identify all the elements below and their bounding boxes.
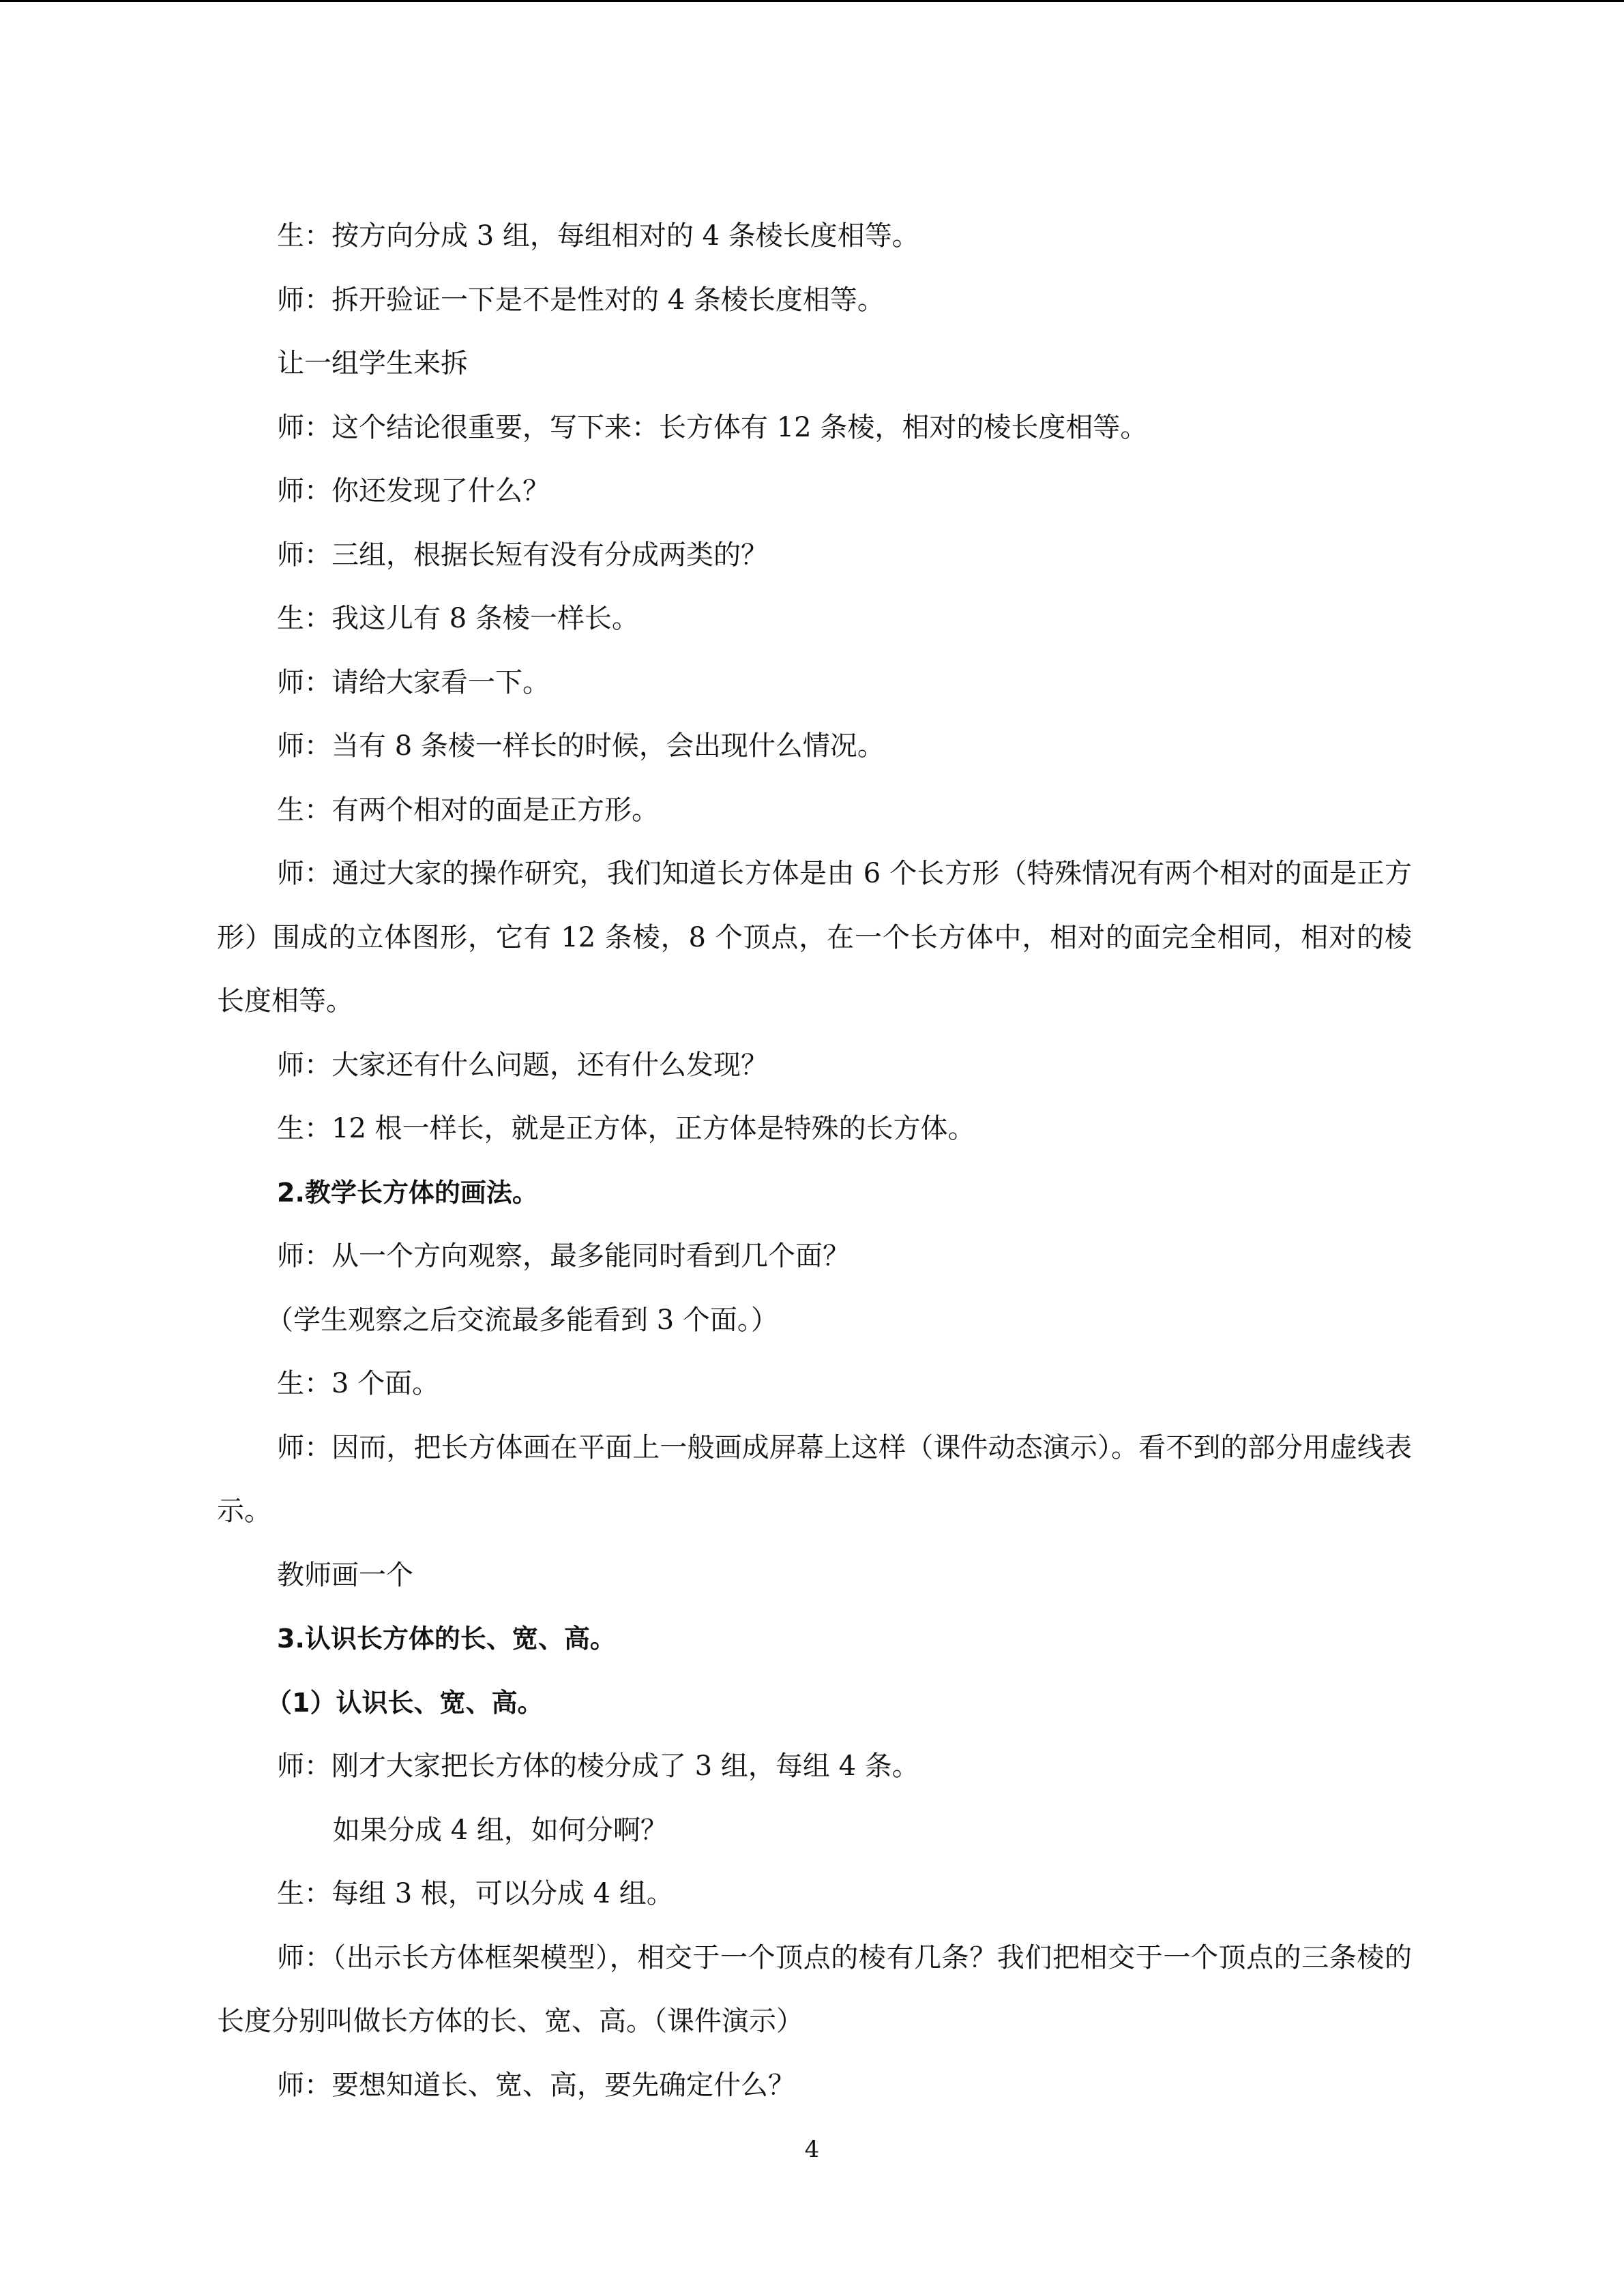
paragraph: 生：3 个面。 [277,1368,440,1399]
paragraph: 如果分成 4 组，如何分啊？ [333,1814,668,1846]
page-number: 4 [804,2136,820,2163]
paragraph: 生：我这儿有 8 条棱一样长。 [277,603,639,634]
page-body [217,205,1412,2117]
subsection-heading: （1）认识长、宽、高。 [266,1687,544,1718]
paragraph: 师：三组，根据长短有没有分成两类的？ [277,539,768,571]
paragraph: 师：当有 8 条棱一样长的时候，会出现什么情况。 [277,730,885,762]
paragraph: 师：拆开验证一下是不是性对的 4 条棱长度相等。 [277,284,885,316]
section-heading: 3.认识长方体的长、宽、高。 [277,1624,616,1654]
paragraph: 生：12 根一样长，就是正方体，正方体是特殊的长方体。 [277,1113,975,1144]
paragraph: 教师画一个 [277,1559,413,1591]
paragraph: 师：（出示长方体框架模型），相交于一个顶点的棱有几条？我们把相交于一个顶点的三条棱的长度分别叫做长方体的长、宽、高。（课件演示） [217,1941,1412,2037]
paragraph: 生：每组 3 根，可以分成 4 组。 [277,1878,674,1909]
paragraph: 师：通过大家的操作研究，我们知道长方体是由 6 个长方形（特殊情况有两个相对的面是正方形）围成的立体图形，它有 12 条棱，8 个顶点，在一个长方体中，相对的面完全相同，相对的棱长度相等。 [217,858,1412,1017]
paragraph: 师：你还发现了什么？ [277,475,550,507]
paragraph: 师：这个结论很重要，写下来：长方体有 12 条棱，相对的棱长度相等。 [277,411,1148,443]
paragraph: 生：按方向分成 3 组，每组相对的 4 条棱长度相等。 [277,220,919,252]
paragraph: 师：从一个方向观察，最多能同时看到几个面？ [277,1240,850,1272]
paragraph: 生：有两个相对的面是正方形。 [277,794,659,826]
paragraph: 师：请给大家看一下。 [277,666,550,698]
paragraph: 让一组学生来拆 [277,348,468,379]
paragraph: 师：大家还有什么问题，还有什么发现？ [277,1049,768,1081]
paragraph: 师：刚才大家把长方体的棱分成了 3 组，每组 4 条。 [277,1750,919,1782]
paragraph: （学生观察之后交流最多能看到 3 个面。） [266,1304,778,1336]
section-heading: 2.教学长方体的画法。 [277,1177,538,1208]
paragraph: 师：要想知道长、宽、高，要先确定什么？ [277,2069,795,2101]
paragraph: 师：因而，把长方体画在平面上一般画成屏幕上这样（课件动态演示）。看不到的部分用虚线表示。 [217,1431,1412,1527]
top-border-line [0,0,1624,2]
